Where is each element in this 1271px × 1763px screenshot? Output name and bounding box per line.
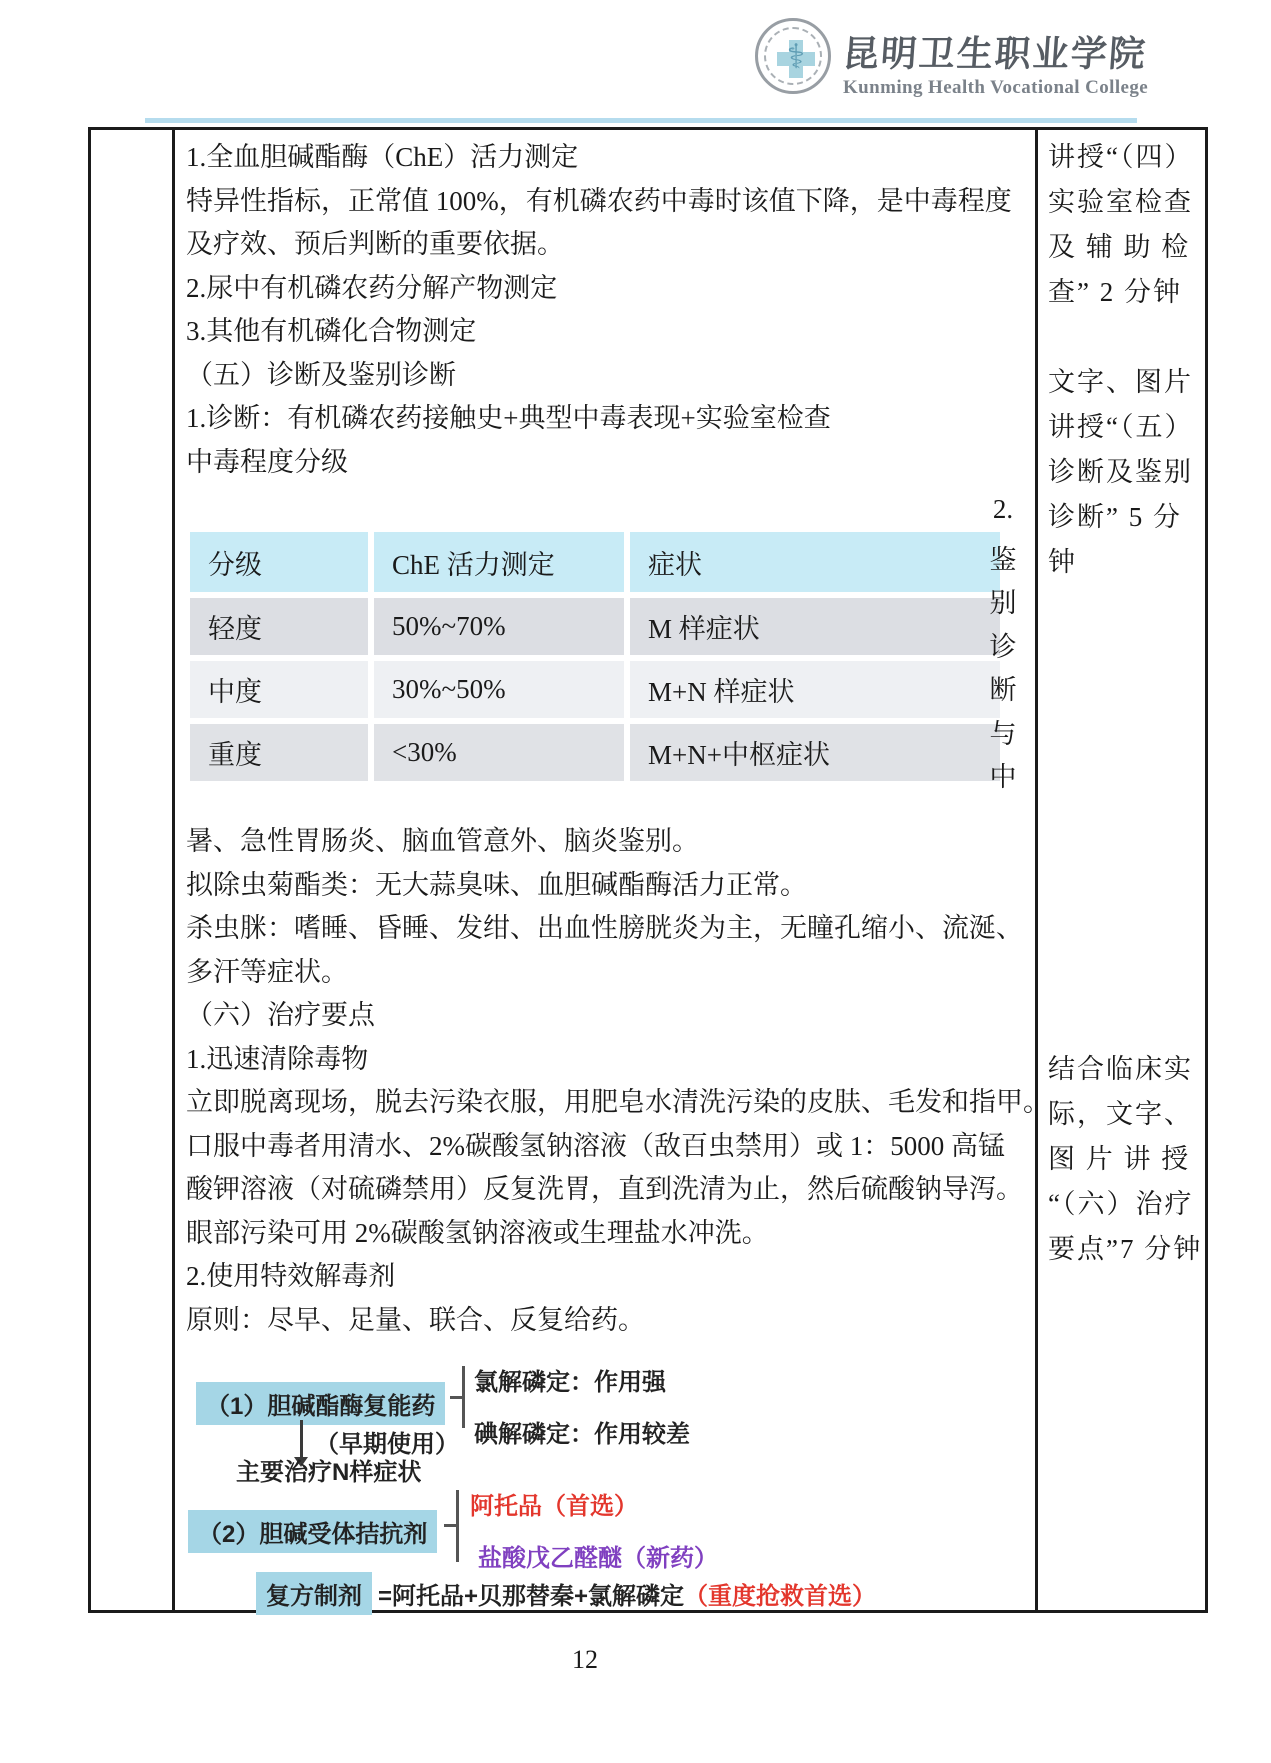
text-line: 原则：尽早、足量、联合、反复给药。 xyxy=(186,1304,645,1335)
note-line: 讲授“（四） xyxy=(1048,142,1194,172)
bracket-tick xyxy=(444,1524,456,1527)
text-line: 酸钾溶液（对硫磷禁用）反复洗胃，直到洗清为止，然后硫酸钠导泻。 xyxy=(186,1174,1023,1204)
cell-moderate-sym: M+N 样症状 xyxy=(630,661,1000,718)
poisoning-grade-table xyxy=(184,526,1006,787)
cell-moderate: 中度 xyxy=(190,661,368,718)
cell-severe: 重度 xyxy=(190,724,368,781)
text-line: 口服中毒者用清水、2%碳酸氢钠溶液（敌百虫禁用）或 1：5000 高锰 xyxy=(186,1130,1005,1161)
note-line: 钟 xyxy=(1048,547,1077,577)
wrap-char: 断 xyxy=(989,675,1017,705)
text-line: 1.诊断：有机磷农药接触史+典型中毒表现+实验室检查 xyxy=(186,403,831,433)
bracket-line xyxy=(456,1490,459,1562)
note-line: 实验室检查 xyxy=(1048,187,1193,217)
cell-severe-sym: M+N+中枢症状 xyxy=(630,724,1000,781)
obidoxime-weak-label: 碘解磷定：作用较差 xyxy=(474,1421,690,1448)
text-line: 立即脱离现场，脱去污染衣服，用肥皂水清洗污染的皮肤、毛发和指甲。 xyxy=(186,1087,1050,1117)
text-line: 拟除虫菊酯类：无大蒜臭味、血胆碱酯酶活力正常。 xyxy=(186,869,807,900)
text-line: 特异性指标，正常值 100%，有机磷农药中毒时该值下降，是中毒程度 xyxy=(186,185,1012,216)
pralidoxime-strong-label: 氯解磷定：作用强 xyxy=(474,1369,666,1396)
wrap-char: 中 xyxy=(989,762,1017,792)
bracket-line xyxy=(462,1366,465,1428)
header-cell-grade: 分级 xyxy=(190,532,368,592)
n-symptom-label: 主要治疗N样症状 xyxy=(236,1459,422,1486)
wrap-char: 诊 xyxy=(989,631,1017,662)
penehyclidine-new-drug-label: 盐酸戊乙醛醚（新药） xyxy=(478,1545,718,1572)
note-line: 查” 2 分钟 xyxy=(1048,277,1182,307)
text-line: （六）治疗要点 xyxy=(186,1000,375,1030)
cell-mild-che: 50%~70% xyxy=(374,598,624,655)
header-cell-symptom: 症状 xyxy=(630,532,1000,592)
text-line: 2.尿中有机磷农药分解产物测定 xyxy=(186,272,558,303)
bracket-tick xyxy=(450,1396,462,1399)
cell-severe-che: <30% xyxy=(374,724,624,781)
header-divider-rule xyxy=(145,118,1137,123)
note-line: 诊断” 5 分 xyxy=(1048,502,1182,532)
text-line: 3.其他有机磷化合物测定 xyxy=(186,316,477,346)
cell-moderate-che: 30%~50% xyxy=(374,661,624,718)
note-line: 结合临床实 xyxy=(1048,1054,1193,1084)
formula-text: =阿托品+贝那替秦+氯解磷定 xyxy=(378,1583,685,1610)
table-row xyxy=(190,661,1000,718)
text-line: 1.迅速清除毒物 xyxy=(186,1043,369,1074)
cell-mild-sym: M 样症状 xyxy=(630,598,1000,655)
text-line: 暑、急性胃肠炎、脑血管意外、脑炎鉴别。 xyxy=(186,826,699,856)
early-use-label: （早期使用） xyxy=(315,1431,459,1458)
note-line: 及 辅 助 检 xyxy=(1048,232,1191,262)
caduceus-icon: ⚕ xyxy=(786,37,806,77)
page-number: 12 xyxy=(572,1645,598,1674)
text-line: 多汗等症状。 xyxy=(186,956,348,987)
wrapped-text-column xyxy=(975,494,1031,799)
note-line: 要点”7 分钟 xyxy=(1048,1234,1203,1264)
table-row xyxy=(190,724,1000,781)
text-line: 1.全血胆碱酯酶（ChE）活力测定 xyxy=(186,142,579,172)
teaching-note-block-3 xyxy=(1048,1047,1202,1272)
college-name-chinese: 昆明卫生职业学院 xyxy=(841,34,1149,74)
compound-preparation-highlight-box: 复方制剂 xyxy=(256,1572,372,1615)
compound-formula-line xyxy=(378,1576,876,1611)
table-header-row xyxy=(190,532,1000,592)
college-name-english: Kunming Health Vocational College xyxy=(843,77,1149,98)
note-line: 图 片 讲 授 xyxy=(1048,1144,1191,1174)
teaching-note-block-2 xyxy=(1048,360,1193,585)
severe-rescue-first-choice-label: （重度抢救首选） xyxy=(684,1583,877,1610)
text-line: （五）诊断及鉴别诊断 xyxy=(186,359,456,390)
note-line: 文字、图片 xyxy=(1048,367,1193,397)
cell-mild: 轻度 xyxy=(190,598,368,655)
header-cell-che: ChE 活力测定 xyxy=(374,532,624,592)
content-paragraph-top xyxy=(186,136,1012,484)
text-line: 眼部污染可用 2%碳酸氢钠溶液或生理盐水冲洗。 xyxy=(186,1217,769,1248)
wrap-char: 鉴 xyxy=(989,544,1017,575)
content-paragraph-bottom xyxy=(186,820,1050,1342)
note-line: 诊断及鉴别 xyxy=(1048,457,1193,487)
wrap-char: 别 xyxy=(989,588,1017,618)
text-line: 中毒程度分级 xyxy=(186,446,348,477)
note-line: 际，文字、 xyxy=(1048,1099,1193,1129)
reactivator-highlight-box: （1）胆碱酯酶复能药 xyxy=(196,1382,445,1425)
wrap-char: 与 xyxy=(989,718,1017,749)
table-row xyxy=(190,598,1000,655)
note-line: “（六）治疗 xyxy=(1048,1189,1194,1219)
college-seal-logo xyxy=(755,18,831,94)
receptor-antagonist-highlight-box: （2）胆碱受体拮抗剂 xyxy=(188,1510,437,1553)
column-divider-left xyxy=(172,130,175,1610)
teaching-note-block-1 xyxy=(1048,135,1193,315)
wrap-char: 2. xyxy=(992,494,1014,524)
text-line: 杀虫脒：嗜睡、昏睡、发绀、出血性膀胱炎为主，无瞳孔缩小、流涎、 xyxy=(186,913,1023,943)
note-line: 讲授“（五） xyxy=(1048,412,1194,442)
text-line: 及疗效、预后判断的重要依据。 xyxy=(186,229,564,259)
atropine-first-choice-label: 阿托品（首选） xyxy=(470,1493,638,1520)
text-line: 2.使用特效解毒剂 xyxy=(186,1261,396,1291)
